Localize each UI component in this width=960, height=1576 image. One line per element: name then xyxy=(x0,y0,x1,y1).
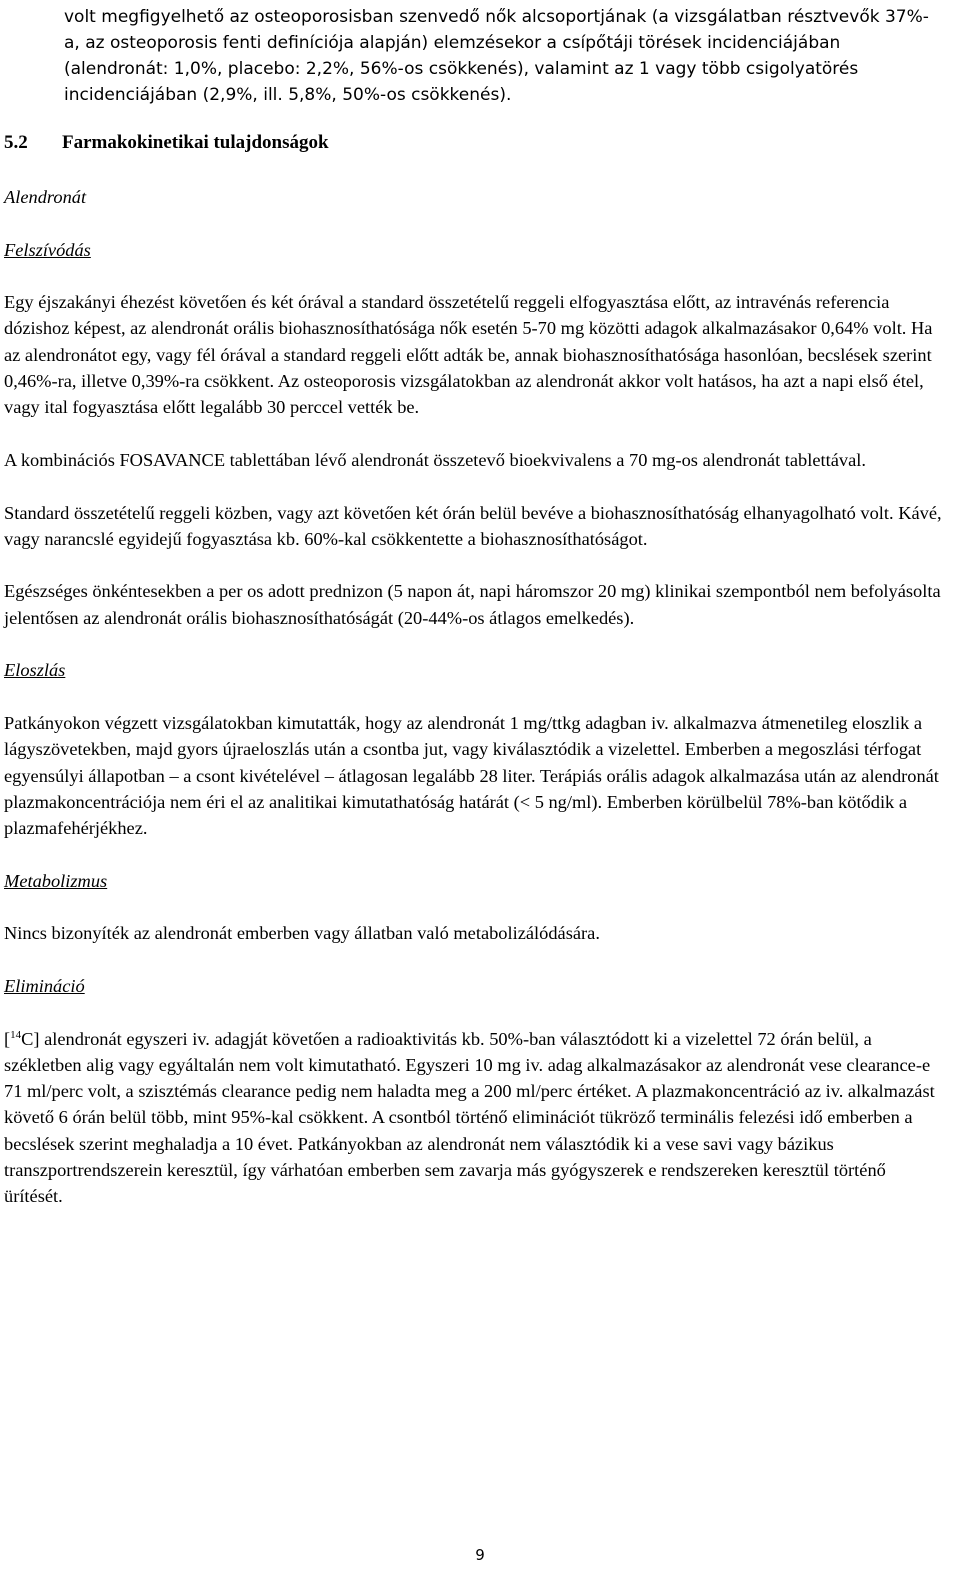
section-title: Farmakokinetikai tulajdonságok xyxy=(62,132,329,153)
section-number: 5.2 xyxy=(4,132,28,153)
elimination-paragraph xyxy=(4,1026,948,1210)
absorption-paragraph-1: Egy éjszakányi éhezést követően és két órával a standard összetételű reggeli elfogyasztása előtt, az intravénás referencia dózishoz képest, az alendronát orális biohasznosíthatósága nők esetén 5-70 mg közötti adagok alkalmazásakor 0,64% volt. Ha az alendronátot egy, vagy fél órával a standard reggeli előtt adták be, annak biohasznosíthatósága hasonlóan, becslések szerint 0,46%-ra, illetve 0,39%-ra csökkent. Az osteoporosis vizsgálatokban az alendronát akkor volt hatásos, ha azt a napi első étel, vagy ital fogyasztása előtt legalább 30 perccel vették be. xyxy=(4,292,933,418)
elimination-heading: Elimináció xyxy=(4,975,85,996)
metabolism-heading: Metabolizmus xyxy=(4,870,108,891)
absorption-paragraph-3: Standard összetételű reggeli közben, vagy azt követően két órán belül bevéve a biohasznosíthatóság elhanyagolható volt. Kávé, vagy narancslé egyidejű fogyasztása kb. 60%-kal csökkentette a biohasznosíthatóságot. xyxy=(4,502,942,549)
bracket-open: [ xyxy=(4,1028,11,1049)
isotope-superscript: 14 xyxy=(10,1028,22,1041)
absorption-heading: Felszívódás xyxy=(4,239,91,260)
absorption-paragraph-4: Egészséges önkéntesekben a per os adott prednizon (5 napon át, napi háromszor 20 mg) klinikai szempontból nem befolyásolta jelentősen az alendronát orális biohasznosíthatóságát (20-44%-os átlagos emelkedés). xyxy=(4,581,941,628)
distribution-paragraph: Patkányokon végzett vizsgálatokban kimutatták, hogy az alendronát 1 mg/ttkg adagban iv. alkalmazva átmenetileg eloszlik a lágyszövetekben, majd gyors újraeloszlás után a csontba jut, vagy kiválasztódik a vizelettel. Emberben a megoszlási térfogat egyensúlyi állapotban – a csont kivételével – átlagosan legalább 28 liter. Terápiás orális adagok alkalmazása után az alendronát plazmakoncentrációja nem éri el az analitikai kimutathatóság határát (< 5 ng/ml). Emberben körülbelül 78%-ban kötődik a plazmafehérjékhez. xyxy=(4,712,939,839)
absorption-paragraph-2: A kombinációs FOSAVANCE tablettában lévő alendronát összetevő bioekvivalens a 70 mg-os alendronát tablettával. xyxy=(4,449,866,470)
metabolism-paragraph: Nincs bizonyíték az alendronát emberben vagy állatban való metabolizálódására. xyxy=(4,923,600,944)
elimination-text: C] alendronát egyszeri iv. adagját követően a radioaktivitás kb. 50%-ban választódott ki a vizelettel 72 órán belül, a székletben alig vagy egyáltalán nem volt kimutatható. Egyszeri 10 mg iv. adag alkalmazásakor az alendronát vese clearance-e 71 ml/perc volt, a szisztémás clearance pedig nem haladta meg a 200 ml/perc értéket. A plazmakoncentráció az iv. alkalmazást követő 6 órán belül több, mint 95%-kal csökkent. A csontból történő eliminációt tükröző terminális felezési idő emberben a becslések szerint meghaladja a 10 évet. Patkányokban az alendronát nem választódik ki a vese savi vagy bázikus transzportrendszerein keresztül, így várhatóan emberben sem zavarja más gyógyszerek e rendszereken keresztül történő ürítését. xyxy=(4,1028,935,1207)
substance-heading: Alendronát xyxy=(4,187,87,207)
page-number: 9 xyxy=(475,1546,485,1564)
section-body xyxy=(4,184,948,1236)
section-heading xyxy=(4,130,934,156)
intro-paragraph: volt megfigyelhető az osteoporosisban szenvedő nők alcsoportjának (a vizsgálatban résztvevők 37%-a, az osteoporosis fenti definíciója alapján) elemzésekor a csípőtáji törések incidenciájában (alendronát: 1,0%, placebo: 2,2%, 56%-os csökkenés), valamint az 1 vagy több csigolyatörés incidenciájában (2,9%, ill. 5,8%, 50%-os csökkenés). xyxy=(64,7,929,105)
distribution-heading: Eloszlás xyxy=(4,660,66,681)
